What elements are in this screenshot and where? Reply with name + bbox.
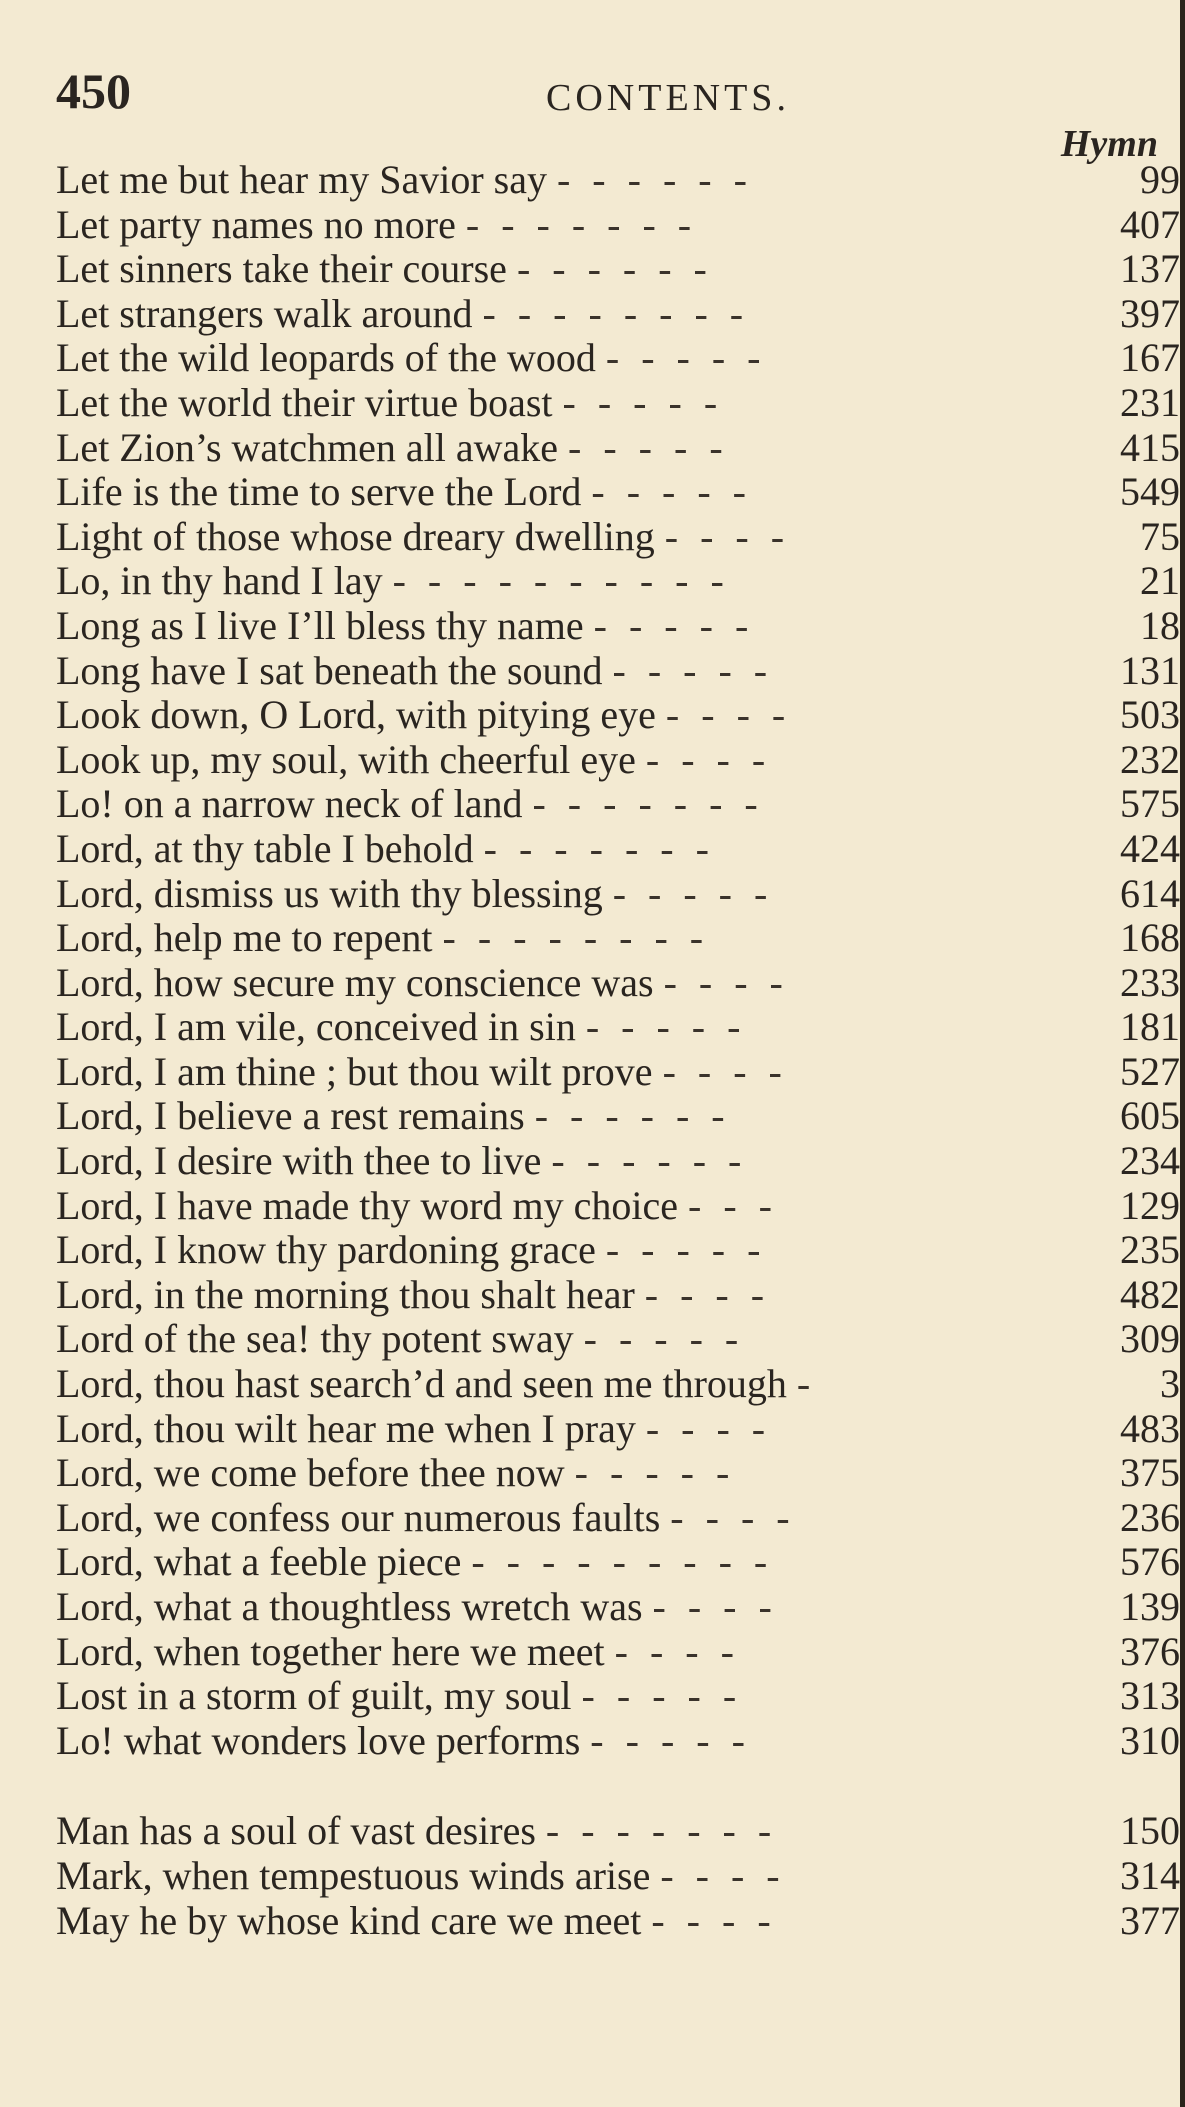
dot-leader: - - - - - — [612, 870, 774, 916]
page-header — [56, 62, 1166, 165]
hymn-first-line: Man has a soul of vast desires — [56, 1808, 536, 1854]
contents-entry — [56, 247, 1180, 292]
hymn-number: 233 — [1120, 959, 1180, 1005]
contents-entry — [56, 1809, 1180, 1854]
contents-entry — [56, 1228, 1180, 1273]
hymn-first-line: Lo, in thy hand I lay — [56, 558, 383, 604]
hymn-first-line: Lord, when together here we meet — [56, 1628, 605, 1674]
contents-entry — [56, 916, 1180, 961]
contents-entry — [56, 426, 1180, 471]
contents-entry — [56, 559, 1180, 604]
hymn-number: 407 — [1120, 201, 1180, 247]
dot-leader: - - - - - — [593, 602, 755, 648]
contents-entry — [56, 649, 1180, 694]
hymn-number: 397 — [1120, 290, 1180, 336]
dot-leader: - - - - - - - — [532, 781, 764, 827]
contents-entry — [56, 1451, 1180, 1496]
contents-entry — [56, 1407, 1180, 1452]
hymn-number: 313 — [1120, 1673, 1180, 1719]
dot-leader: - - - - - — [591, 469, 752, 515]
contents-entry — [56, 470, 1180, 515]
section-gap — [56, 1763, 1180, 1809]
dot-leader: - - - - — [670, 1494, 796, 1540]
dot-leader: - - - - - — [590, 1717, 751, 1763]
hymn-first-line: Let sinners take their course — [56, 246, 507, 292]
contents-entry — [56, 604, 1180, 649]
dot-leader: - - - - - — [585, 1004, 747, 1050]
hymn-column-heading: Hymn — [1060, 123, 1158, 165]
dot-leader: - - - - - - — [534, 1093, 731, 1139]
contents-list — [56, 158, 1180, 1943]
hymn-number: 75 — [1140, 513, 1180, 559]
hymn-first-line: Lord, what a feeble piece — [56, 1539, 462, 1585]
dot-leader: - - - - - - - - - - — [392, 558, 730, 604]
hymn-number: 503 — [1120, 692, 1180, 738]
hymn-first-line: Let the world their virtue boast — [56, 379, 553, 425]
hymn-number: 168 — [1120, 915, 1180, 961]
hymn-first-line: Look down, O Lord, with pitying eye — [56, 692, 656, 738]
dot-leader: - - - - — [662, 1048, 788, 1094]
hymn-first-line: Lord, help me to repent — [56, 915, 433, 961]
contents-entry — [56, 1139, 1180, 1184]
hymn-first-line: Lord, I have made thy word my choice — [56, 1182, 679, 1228]
contents-entry — [56, 292, 1180, 337]
contents-entry — [56, 1184, 1180, 1229]
hymn-number: 314 — [1120, 1852, 1180, 1898]
contents-entry — [56, 203, 1180, 248]
dot-leader: - - - — [688, 1182, 778, 1228]
dot-leader: - - - - - - - — [465, 201, 698, 247]
hymn-first-line: Lord, thou hast search’d and seen me through — [56, 1361, 787, 1407]
contents-entry — [56, 1273, 1180, 1318]
hymn-number: 575 — [1120, 781, 1180, 827]
hymn-first-line: Lord, thou wilt hear me when I pray — [56, 1405, 636, 1451]
hymn-number: 310 — [1120, 1717, 1180, 1763]
hymn-first-line: Lord, I desire with thee to live — [56, 1138, 542, 1184]
contents-entry — [56, 1317, 1180, 1362]
contents-entry — [56, 693, 1180, 738]
hymn-number: 309 — [1120, 1316, 1180, 1362]
hymn-first-line: Lord, we come before thee now — [56, 1450, 565, 1496]
hymn-first-line: Let me but hear my Savior say — [56, 157, 547, 202]
dot-leader: - - - - - - - - — [442, 915, 710, 961]
dot-leader: - - - - - - — [551, 1138, 748, 1184]
hymn-first-line: Light of those whose dreary dwelling — [56, 513, 655, 559]
hymn-number: 614 — [1120, 870, 1180, 916]
contents-entry — [56, 738, 1180, 783]
contents-entry — [56, 872, 1180, 917]
hymn-first-line: Let Zion’s watchmen all awake — [56, 424, 559, 470]
hymn-number: 234 — [1120, 1138, 1180, 1184]
hymn-number: 236 — [1120, 1494, 1180, 1540]
hymn-first-line: Lo! what wonders love performs — [56, 1717, 581, 1763]
contents-entry — [56, 1899, 1180, 1944]
hymn-number: 231 — [1120, 379, 1180, 425]
hymn-first-line: Lord, I am thine ; but thou wilt prove — [56, 1048, 653, 1094]
hymn-first-line: Lord, what a thoughtless wretch was — [56, 1584, 643, 1629]
contents-entry — [56, 1362, 1180, 1407]
hymn-number: 18 — [1140, 602, 1180, 648]
dot-leader: - - - - — [664, 513, 791, 559]
contents-entry — [56, 1585, 1180, 1630]
hymn-number: 139 — [1120, 1584, 1180, 1629]
hymn-number: 3 — [1160, 1361, 1180, 1407]
hymn-first-line: Lord, we confess our numerous faults — [56, 1494, 661, 1540]
contents-entry — [56, 827, 1180, 872]
hymn-first-line: Lost in a storm of guilt, my soul — [56, 1673, 572, 1719]
dot-leader: - - - - — [660, 1852, 786, 1898]
dot-leader: - - - - — [644, 1271, 771, 1317]
hymn-number: 150 — [1120, 1808, 1180, 1854]
hymn-number: 167 — [1120, 335, 1180, 381]
dot-leader: - - - - - - — [556, 157, 753, 202]
hymn-number: 181 — [1120, 1004, 1180, 1050]
hymn-number: 549 — [1120, 469, 1180, 515]
dot-leader: - - - - - — [605, 335, 767, 381]
contents-entry — [56, 1496, 1180, 1541]
dot-leader: - - - - - - — [516, 246, 713, 292]
dot-leader: - - - - - — [612, 647, 774, 693]
hymn-number: 21 — [1140, 558, 1180, 604]
contents-entry — [56, 158, 1180, 203]
hymn-first-line: May he by whose kind care we meet — [56, 1897, 642, 1943]
hymn-number: 527 — [1120, 1048, 1180, 1094]
hymn-number: 605 — [1120, 1093, 1180, 1139]
dot-leader: - - - - - - - - - — [471, 1539, 774, 1585]
contents-entry — [56, 1854, 1180, 1899]
hymn-first-line: Let strangers walk around — [56, 290, 473, 336]
dot-leader: - - - - - — [568, 424, 729, 470]
hymn-first-line: Look up, my soul, with cheerful eye — [56, 736, 636, 782]
hymn-first-line: Mark, when tempestuous winds arise — [56, 1852, 651, 1898]
hymn-first-line: Let the wild leopards of the wood — [56, 335, 596, 381]
dot-leader: - - - - — [665, 692, 792, 738]
dot-leader: - - - - — [651, 1897, 777, 1943]
hymn-number: 415 — [1120, 424, 1180, 470]
hymn-number: 235 — [1120, 1227, 1180, 1273]
dot-leader: - - - - - - - — [545, 1808, 778, 1854]
hymn-number: 483 — [1120, 1405, 1180, 1451]
dot-leader: - - - - — [652, 1584, 778, 1629]
dot-leader: - - - - - — [562, 379, 724, 425]
hymn-first-line: Long as I live I’ll bless thy name — [56, 602, 584, 648]
contents-entry — [56, 782, 1180, 827]
hymn-number: 375 — [1120, 1450, 1180, 1496]
dot-leader: - - - - - - - - — [482, 290, 750, 336]
contents-entry — [56, 1540, 1180, 1585]
contents-entry — [56, 381, 1180, 426]
hymn-number: 131 — [1120, 647, 1180, 693]
dot-leader: - - - - — [645, 736, 772, 782]
hymn-first-line: Let party names no more — [56, 201, 456, 247]
dot-leader: - - - - — [663, 959, 789, 1005]
hymn-first-line: Life is the time to serve the Lord — [56, 469, 582, 515]
running-title: CONTENTS. — [546, 77, 790, 119]
hymn-first-line: Lord of the sea! thy potent sway — [56, 1316, 574, 1362]
hymn-first-line: Lord, how secure my conscience was — [56, 959, 654, 1005]
hymn-number: 576 — [1120, 1539, 1180, 1585]
dot-leader: - - - - - — [605, 1227, 767, 1273]
hymn-number: 232 — [1120, 736, 1180, 782]
page-number: 450 — [56, 63, 131, 119]
hymn-number: 99 — [1140, 157, 1180, 202]
contents-entry — [56, 336, 1180, 381]
dot-leader: - - - - - — [574, 1450, 736, 1496]
contents-entry — [56, 961, 1180, 1006]
hymn-first-line: Lord, dismiss us with thy blessing — [56, 870, 603, 916]
dot-leader: - - - - - — [583, 1316, 745, 1362]
contents-entry — [56, 1050, 1180, 1095]
hymn-first-line: Lord, I know thy pardoning grace — [56, 1227, 596, 1273]
hymn-first-line: Long have I sat beneath the sound — [56, 647, 603, 693]
hymn-number: 482 — [1120, 1271, 1180, 1317]
dot-leader: - - - - — [614, 1628, 740, 1674]
contents-entry — [56, 1719, 1180, 1764]
hymn-number: 137 — [1120, 246, 1180, 292]
hymn-number: 377 — [1120, 1897, 1180, 1943]
hymn-first-line: Lo! on a narrow neck of land — [56, 781, 523, 827]
contents-entry — [56, 1674, 1180, 1719]
dot-leader: - - - - - - - — [483, 825, 715, 871]
hymn-first-line: Lord, I am vile, conceived in sin — [56, 1004, 576, 1050]
contents-entry — [56, 1005, 1180, 1050]
contents-entry — [56, 515, 1180, 560]
hymn-number: 129 — [1120, 1182, 1180, 1228]
dot-leader: - - - - — [645, 1405, 772, 1451]
contents-entry — [56, 1630, 1180, 1675]
page-edge-rule — [1180, 0, 1185, 2107]
hymn-number: 424 — [1120, 825, 1180, 871]
dot-leader: - - - - - — [581, 1673, 743, 1719]
contents-entry — [56, 1094, 1180, 1139]
hymn-first-line: Lord, at thy table I behold — [56, 825, 474, 871]
hymn-number: 376 — [1120, 1628, 1180, 1674]
dot-leader: - — [796, 1361, 817, 1407]
hymn-first-line: Lord, I believe a rest remains — [56, 1093, 525, 1139]
hymn-first-line: Lord, in the morning thou shalt hear — [56, 1271, 635, 1317]
